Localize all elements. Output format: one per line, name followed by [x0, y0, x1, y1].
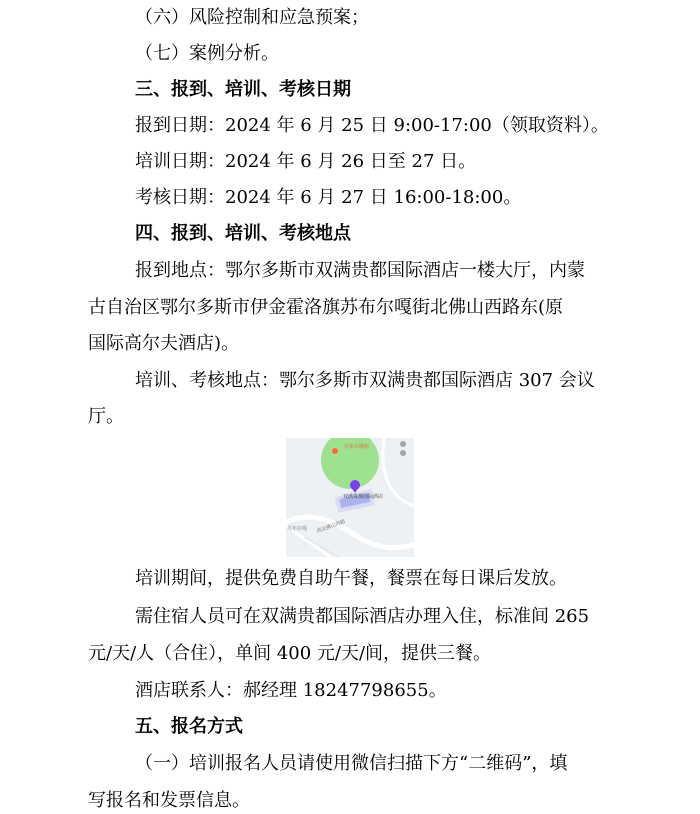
- registration-location-line3: 国际高尔夫酒店)。: [88, 333, 240, 354]
- training-location-line2: 厅。: [88, 406, 124, 427]
- list-item-six: （六）风险控制和应急预案；: [135, 7, 369, 28]
- location-map[interactable]: [286, 438, 414, 557]
- registration-location-line1: 报到地点：鄂尔多斯市双满贵都国际酒店一楼大厅，内蒙: [135, 260, 585, 281]
- accommodation-line2: 元/天/人（合住），单间 400 元/天/间，提供三餐。: [88, 643, 492, 664]
- map-control-icon-2[interactable]: [400, 450, 406, 456]
- section-heading-location: 四、报到、培训、考核地点: [135, 223, 351, 244]
- map-road-label: 西北佛山西路: [316, 518, 347, 535]
- map-corner-label: 苏布尔嘎: [287, 526, 308, 532]
- poi-pin-icon: [332, 448, 338, 454]
- training-location-line1: 培训、考核地点：鄂尔多斯市双满贵都国际酒店 307 会议: [135, 370, 595, 391]
- exam-date: 考核日期：2024 年 6 月 27 日 16:00-18:00。: [135, 187, 522, 208]
- section-heading-registration: 五、报名方式: [135, 716, 243, 737]
- registration-method-line2: 写报名和发票信息。: [88, 790, 250, 811]
- registration-method-line1: （一）培训报名人员请使用微信扫描下方“二维码”，填: [135, 753, 568, 774]
- section-heading-dates: 三、报到、培训、考核日期: [135, 79, 351, 100]
- registration-date: 报到日期：2024 年 6 月 25 日 9:00-17:00（领取资料）。: [135, 115, 609, 136]
- registration-location-line2: 古自治区鄂尔多斯市伊金霍洛旗苏布尔嘎街北佛山西路东(原: [88, 297, 564, 318]
- training-date: 培训日期：2024 年 6 月 26 日至 27 日。: [135, 151, 477, 172]
- map-control-icon[interactable]: [400, 441, 406, 447]
- hotel-contact: 酒店联系人：郝经理 18247798655。: [135, 680, 447, 701]
- map-park-label: 苏布尔嘎街: [344, 444, 370, 450]
- accommodation-line1: 需住宿人员可在双满贵都国际酒店办理入住，标准间 265: [135, 606, 590, 627]
- list-item-seven: （七）案例分析。: [135, 43, 279, 64]
- map-hotel-label: 双满贵都国际酒店: [343, 494, 384, 500]
- meal-info: 培训期间，提供免费自助午餐，餐票在每日课后发放。: [135, 568, 567, 589]
